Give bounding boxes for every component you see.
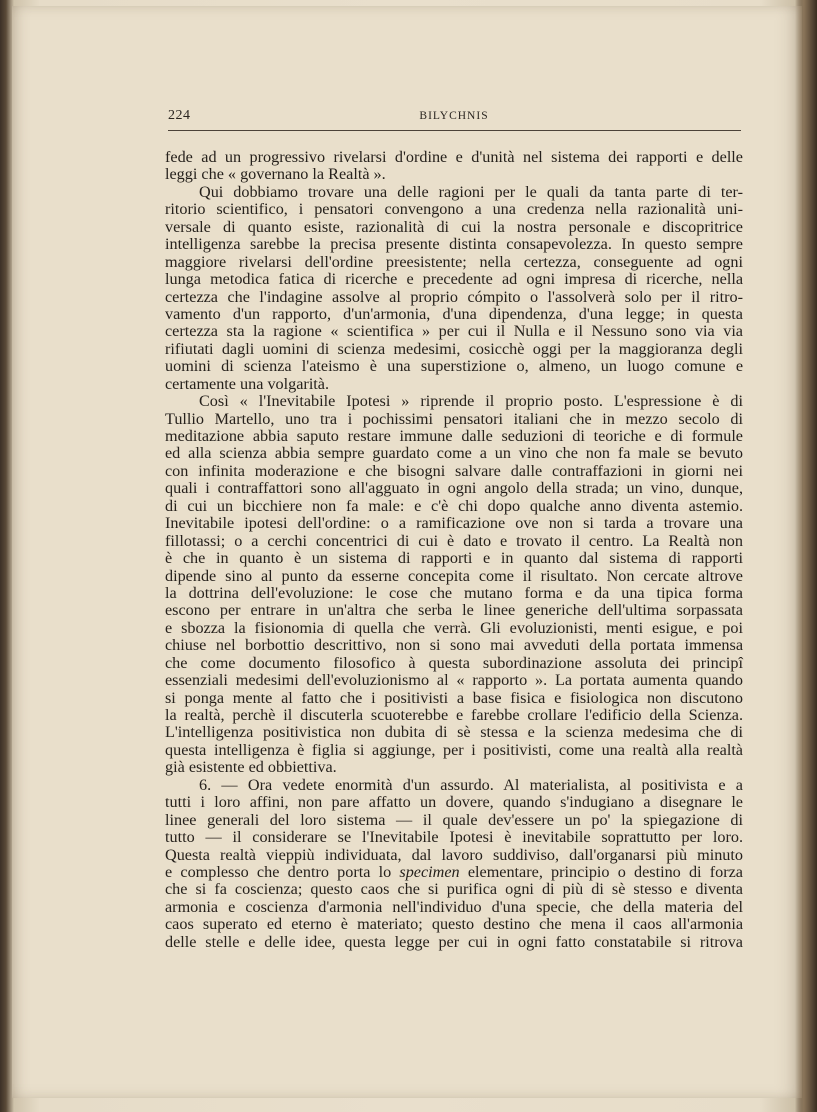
text-line: vamento d'un rapporto, d'un'armonia, d'una dipendenza, d'una legge; in questa bbox=[165, 304, 743, 323]
text-fragment: elementare, principio o destino di forza bbox=[459, 862, 743, 881]
text-fragment: e complesso che dentro porta lo bbox=[165, 862, 400, 881]
text-line: L'intelligenza positivistica non dubita di sè stessa e la scienza medesima che di bbox=[165, 723, 743, 742]
text-line: Inevitabile ipotesi dell'ordine: o a ramificazione ove non si tarda a trovare una bbox=[165, 514, 743, 533]
page-number: 224 bbox=[168, 108, 191, 123]
running-header bbox=[168, 108, 740, 130]
text-line: armonia e coscienza d'armonia nell'individuo d'una specie, che della materia del bbox=[165, 897, 743, 916]
text-line: uomini di scienza l'ateismo è una superstizione o, almeno, un luogo comune e bbox=[165, 357, 743, 376]
text-line: di cui un bicchiere non fa male: e c'è chi dopo qualche anno diventa astemio. bbox=[165, 496, 743, 515]
header-rule bbox=[168, 130, 741, 131]
text-line-with-italic bbox=[165, 864, 743, 881]
text-line: linee generali del loro sistema — il quale dev'essere un po' la spiegazione di bbox=[165, 810, 743, 829]
journal-title: BILYCHNIS bbox=[419, 110, 489, 122]
text-line: la realtà, perchè il discuterla scuoterebbe e farebbe crollare l'edificio della Scienza. bbox=[165, 706, 743, 724]
text-line: meditazione abbia saputo restare immune dalle seduzioni di teoriche e di formule bbox=[165, 427, 743, 445]
text-line: ritorio scientifico, i pensatori convengono a una credenza nella razionalità uni- bbox=[165, 200, 743, 219]
text-line: caos superato ed eterno è materiato; questo destino che mena il caos all'armonia bbox=[165, 915, 743, 934]
section-number-line: 6. — Ora vedete enormità d'un assurdo. Al materialista, al positivista e a bbox=[199, 775, 743, 794]
text-line: che si fa coscienza; questo caos che si purifica ogni di più di sè stesso e diventa bbox=[165, 880, 743, 899]
text-line: rifiutati dagli uomini di scienza medesimi, cosicchè oggi per la maggioranza degli bbox=[165, 339, 743, 358]
text-line: delle stelle e delle idee, questa legge per cui in ogni fatto constatabile si ritrova bbox=[165, 932, 743, 951]
text-line: escono per entrare in un'altra che serba le linee generiche dell'ultima sorpassata bbox=[165, 601, 743, 620]
text-line: intelligenza sarebbe la precisa presente distinta consapevolezza. In questo sempre bbox=[165, 235, 743, 254]
text-line: certezza sta la ragione « scientifica » per cui il Nulla e il Nessuno sono via via bbox=[165, 322, 743, 341]
text-line: è che in quanto è un sistema di rapporti e in quanto dal sistema di rapporti bbox=[165, 549, 743, 568]
text-line: quali i contraffattori sono all'agguato in ogni angolo della strada; un vino, dunque, bbox=[165, 479, 743, 498]
paragraph-start-line: Qui dobbiamo trovare una delle ragioni per le quali da tanta parte di ter- bbox=[199, 182, 743, 201]
text-line: ed alla scienza abbia sempre guardato come a un vino che non fa male se bevuto bbox=[165, 444, 743, 463]
text-line: tutti i loro affini, non pare affatto un dovere, quando s'indugiano a disegnare le bbox=[165, 793, 743, 812]
text-line: Tullio Martello, uno tra i pochissimi pensatori italiani che in mezzo secolo di bbox=[165, 409, 743, 428]
text-line: maggiore rivelarsi dell'ordine preesistente; nella certezza, conseguente ad ogni bbox=[165, 252, 743, 271]
italic-term-specimen: specimen bbox=[399, 862, 460, 881]
text-line: con infinita moderazione e che bisogni salvare dalle contraffazioni in giorni nei bbox=[165, 461, 743, 480]
text-line: che come documento filosofico à questa subordinazione assoluta dei principî bbox=[165, 653, 743, 672]
text-line: Questa realtà vieppiù individuata, dal lavoro suddiviso, dall'organarsi più minuto bbox=[165, 845, 743, 864]
text-line: essenziali medesimi dell'evoluzionismo al « rapporto ». La portata aumenta quando bbox=[165, 671, 743, 690]
text-line: versale di quanto esiste, razionalità di cui la nostra personale e discopritrice bbox=[165, 217, 743, 236]
text-line: fillotassi; o a cerchi concentrici di cui è dato e trovato il centro. La Realtà non bbox=[165, 531, 743, 550]
article-body bbox=[165, 149, 743, 951]
text-line: fede ad un progressivo rivelarsi d'ordine e d'unità nel sistema dei rapporti e delle bbox=[165, 148, 743, 166]
text-line: già esistente ed obbiettiva. bbox=[165, 758, 337, 777]
text-line: la dottrina dell'evoluzione: le cose che mutano forma e da una tipica forma bbox=[165, 583, 743, 602]
text-line: questa intelligenza è figlia si aggiunge, per i positivisti, come una realtà alla realtà bbox=[165, 740, 743, 759]
text-line: lunga metodica fatica di ricerche e precedente ad ogni impresa di ricerche, nella bbox=[165, 270, 743, 289]
paragraph-start-line: Così « l'Inevitabile Ipotesi » riprende il proprio posto. L'espressione è di bbox=[199, 392, 743, 411]
text-line: e sbozza la fisionomia di quella che verrà. Gli evoluzionisti, menti esigue, e poi bbox=[165, 618, 743, 637]
text-line: certezza che l'indagine assolve al proprio cómpito o l'assolverà solo per il ritro- bbox=[165, 287, 743, 306]
text-line: tutto — il considerare se l'Inevitabile Ipotesi è inevitabile soprattutto per loro. bbox=[165, 828, 743, 847]
text-line: leggi che « governano la Realtà ». bbox=[165, 165, 386, 184]
text-line: chiuse nel borbottio descrittivo, non si sono mai avveduti della portata immensa bbox=[165, 636, 743, 655]
text-line: si ponga mente al fatto che i positivisti a base fisica e fisiologica non discutono bbox=[165, 688, 743, 707]
page-edge-shadow bbox=[795, 0, 817, 1112]
text-line: certamente una volgarità. bbox=[165, 374, 330, 393]
text-line: dipende sino al punto da esserne concepita come il risultato. Non cercate altrove bbox=[165, 566, 743, 585]
